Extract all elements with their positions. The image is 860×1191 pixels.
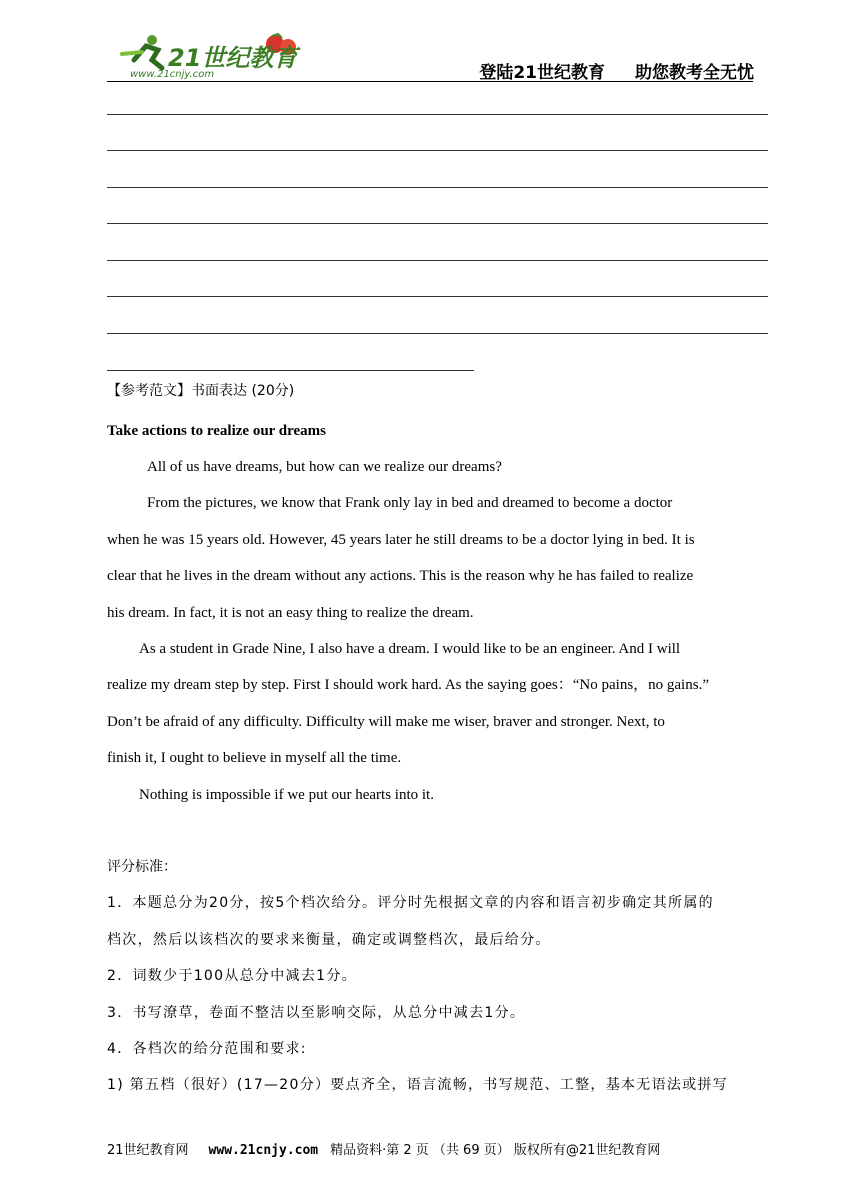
essay-line: clear that he lives in the dream without any actions. This is the reason why he has failed to realize bbox=[107, 568, 694, 584]
header-divider bbox=[107, 81, 753, 82]
essay-line: his dream. In fact, it is not an easy thing to realize the dream. bbox=[107, 605, 474, 621]
sample-heading: 【参考范文】书面表达 (20分) bbox=[107, 383, 295, 399]
scoring-line: 1．本题总分为20分，按5个档次给分。评分时先根据文章的内容和语言初步确定其所属的 bbox=[107, 895, 714, 911]
essay-line: As a student in Grade Nine, I also have a dream. I would like to be an engineer. And I will bbox=[139, 641, 681, 657]
writing-line bbox=[107, 333, 768, 334]
scoring-line: 1) 第五档（很好）(17—20分）要点齐全，语言流畅，书写规范、工整，基本无语法或拼写 bbox=[107, 1077, 729, 1093]
scoring-line: 档次，然后以该档次的要求来衡量，确定或调整档次，最后给分。 bbox=[107, 932, 551, 948]
footer-site: 21世纪教育网 bbox=[107, 1143, 189, 1158]
slogan-left: 登陆21世纪教育 bbox=[479, 63, 605, 83]
essay-line: realize my dream step by step. First I should work hard. As the saying goes：“No pains，no gains.” bbox=[107, 677, 709, 693]
scoring-heading: 评分标准： bbox=[107, 859, 177, 875]
scoring-line: 3．书写潦草，卷面不整洁以至影响交际，从总分中减去1分。 bbox=[107, 1005, 526, 1021]
scoring-line: 2．词数少于100从总分中减去1分。 bbox=[107, 968, 357, 984]
writing-line bbox=[107, 260, 768, 261]
footer-info: 精品资料·第 2 页 （共 69 页） 版权所有@21世纪教育网 bbox=[330, 1143, 661, 1158]
essay-line: when he was 15 years old. However, 45 years later he still dreams to be a doctor lying in bed. It is bbox=[107, 532, 695, 548]
essay-line: finish it, I ought to believe in myself all the time. bbox=[107, 750, 402, 766]
header-slogan bbox=[479, 58, 754, 83]
footer-url[interactable]: www.21cnjy.com bbox=[208, 1143, 319, 1158]
essay-line: From the pictures, we know that Frank only lay in bed and dreamed to become a doctor bbox=[147, 495, 673, 511]
writing-line bbox=[107, 114, 768, 115]
site-logo bbox=[112, 30, 312, 80]
svg-text:www.21cnjy.com: www.21cnjy.com bbox=[130, 69, 215, 80]
writing-line bbox=[107, 187, 768, 188]
writing-line bbox=[107, 223, 768, 224]
writing-line bbox=[107, 150, 768, 151]
slogan-right: 助您教考全无忧 bbox=[635, 63, 754, 83]
scoring-line: 4．各档次的给分范围和要求: bbox=[107, 1041, 307, 1057]
writing-line bbox=[107, 370, 474, 371]
essay-title: Take actions to realize our dreams bbox=[107, 423, 327, 439]
page-footer bbox=[107, 1139, 660, 1158]
writing-line bbox=[107, 296, 768, 297]
essay-line: All of us have dreams, but how can we realize our dreams? bbox=[147, 459, 502, 475]
svg-text:21世纪教育: 21世纪教育 bbox=[168, 44, 298, 72]
essay-line: Don’t be afraid of any difficulty. Difficulty will make me wiser, braver and stronger. Next, to bbox=[107, 714, 665, 730]
essay-line: Nothing is impossible if we put our hearts into it. bbox=[139, 787, 434, 803]
